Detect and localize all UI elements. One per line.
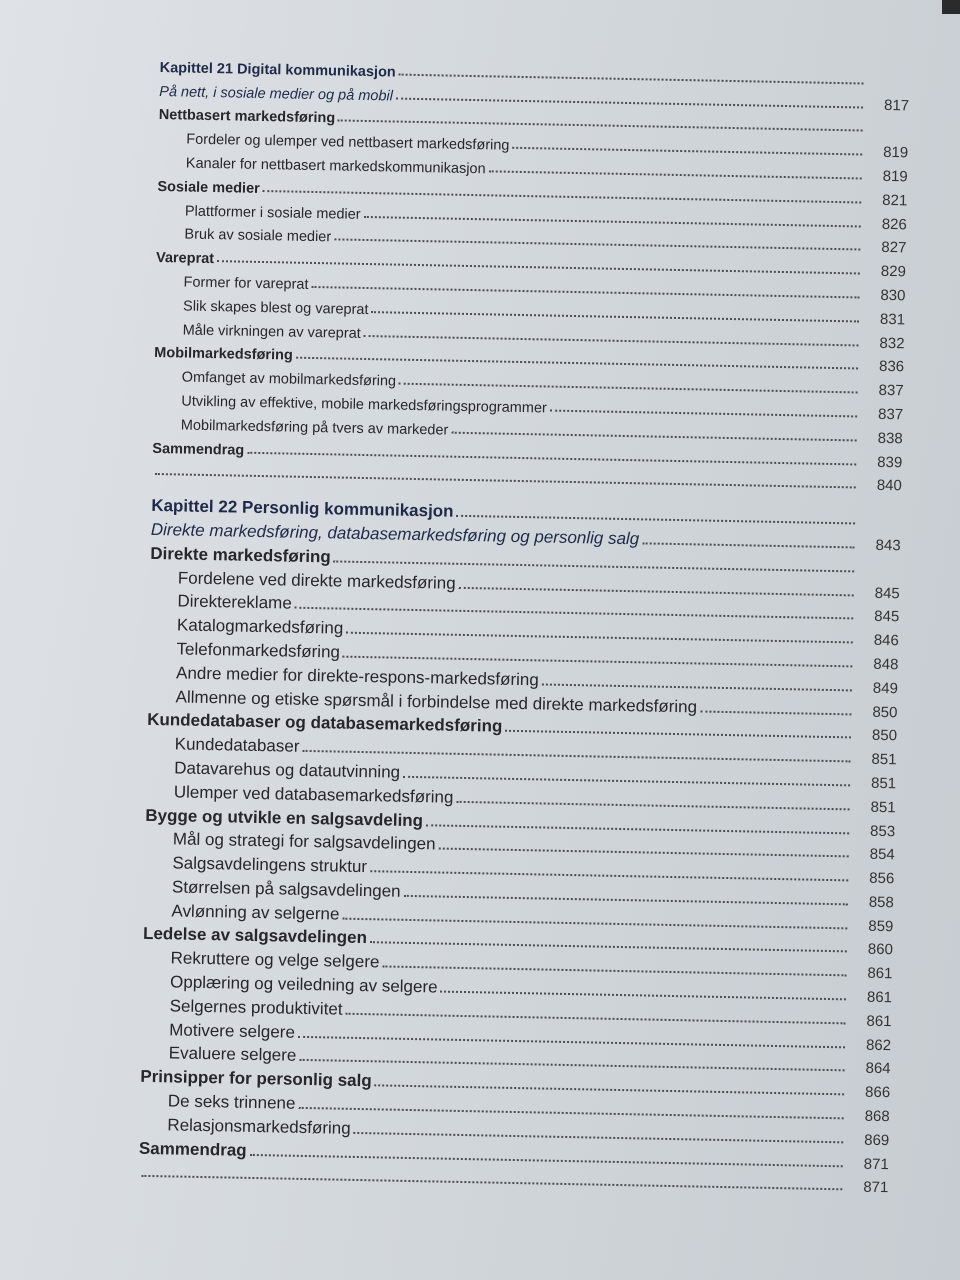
toc-section-label: Vareprat bbox=[155, 250, 215, 268]
toc-section-label: Bygge og utvikle en salgsavdeling bbox=[145, 805, 424, 830]
chapter-21-subtitle: På nett, i sosiale medier og på mobil bbox=[159, 83, 394, 105]
toc-subsection-label: Rekruttere og velge selgere bbox=[170, 948, 380, 972]
chapter-22-items bbox=[139, 540, 901, 1173]
toc-page-number: 861 bbox=[866, 1012, 892, 1031]
toc-page-number: 861 bbox=[867, 965, 893, 983]
toc-page-number: 827 bbox=[881, 239, 907, 257]
toc-section-label: Direkte markedsføring bbox=[150, 543, 331, 567]
toc-subsection-label: Salgsavdelingens struktur bbox=[172, 853, 368, 877]
toc-subsection-label: Katalogmarkedsføring bbox=[176, 615, 344, 638]
toc-page-number: 846 bbox=[873, 631, 899, 650]
toc-subsection-label: Fordelene ved direkte markedsføring bbox=[177, 567, 456, 593]
toc-subsection-label: Allmenne og etiske spørsmål i forbindelse med direkte markedsføring bbox=[175, 686, 698, 716]
toc-page-number: 866 bbox=[864, 1083, 891, 1102]
toc-subsection-label: Former for vareprat bbox=[183, 274, 309, 293]
toc-page-number: 830 bbox=[880, 286, 906, 305]
toc-page-number: 861 bbox=[866, 988, 893, 1007]
toc-subsection-label: Bruk av sosiale medier bbox=[184, 226, 332, 246]
toc-section-label: Kundedatabaser og databasemarkedsføring bbox=[146, 710, 503, 737]
toc-subsection-label: Fordeler og ulemper ved nettbasert markedsføring bbox=[186, 131, 510, 154]
toc-subsection-label: Utvikling av effektive, mobile markedsføringsprogrammer bbox=[181, 393, 547, 417]
chapter-21-title: Kapittel 21 Digital kommunikasjon bbox=[159, 59, 396, 81]
toc-page-number: 829 bbox=[880, 263, 907, 281]
toc-page-number: 860 bbox=[867, 941, 894, 959]
toc-page-number: 859 bbox=[868, 917, 894, 935]
toc-subsection-label: Kundedatabaser bbox=[174, 734, 300, 756]
toc-subsection-label: Størrelsen på salgsavdelingen bbox=[171, 877, 401, 901]
toc-page-number: 853 bbox=[869, 822, 896, 840]
toc-page-number: 868 bbox=[864, 1107, 890, 1126]
toc-subsection-label: Relasjonsmarkedsføring bbox=[167, 1115, 351, 1138]
chapter-22-title: Kapittel 22 Personlig kommunikasjon bbox=[151, 496, 454, 521]
toc-subsection-label: Kanaler for nettbasert markedskommunikasjon bbox=[185, 155, 486, 178]
toc-page-number: 826 bbox=[881, 215, 907, 233]
toc-subsection-label: Evaluere selgere bbox=[168, 1043, 297, 1066]
toc-page-number: 837 bbox=[877, 405, 904, 424]
chapter-21-section bbox=[152, 52, 910, 495]
toc-page-number: 831 bbox=[879, 310, 906, 329]
toc-page-number: 871 bbox=[863, 1155, 889, 1173]
toc-page-number: 851 bbox=[870, 774, 897, 793]
chapter-22-page: 843 bbox=[875, 536, 901, 555]
toc-subsection-label: Slik skapes blest og vareprat bbox=[182, 298, 369, 318]
toc-page-number: 839 bbox=[877, 453, 903, 471]
toc-page-number: 854 bbox=[869, 846, 895, 864]
toc-page-number: 819 bbox=[883, 144, 909, 162]
toc-subsection-label: Telefonmarkedsføring bbox=[176, 639, 341, 662]
toc-page-number: 819 bbox=[882, 167, 908, 186]
toc-page-number: 858 bbox=[868, 893, 894, 912]
toc-subsection-label: Motivere selgere bbox=[169, 1020, 296, 1042]
toc-section-label: Sammendrag bbox=[152, 440, 245, 459]
background-edge bbox=[942, 0, 960, 14]
toc-section-label: Ledelse av salgsavdelingen bbox=[142, 924, 368, 948]
toc-section-label: Sosiale medier bbox=[157, 178, 260, 197]
toc-page-number: 862 bbox=[865, 1036, 892, 1054]
toc-page-number: 821 bbox=[882, 191, 908, 210]
toc-subsection-label: Mobilmarkedsføring på tvers av markeder bbox=[180, 417, 449, 439]
toc-page-number: 837 bbox=[878, 382, 904, 400]
toc-subsection-label: Avlønning av selgerne bbox=[171, 901, 340, 924]
toc-subsection-label: Ulemper ved databasemarkedsføring bbox=[173, 782, 454, 807]
toc-subsection-label: Mål og strategi for salgsavdelingen bbox=[172, 829, 436, 854]
toc-page-number: 849 bbox=[872, 679, 899, 698]
table-of-contents bbox=[138, 52, 910, 1197]
toc-section-label: Nettbasert markedsføring bbox=[158, 107, 336, 127]
chapter-21-trailing-page: 840 bbox=[876, 477, 902, 495]
toc-section-label: Sammendrag bbox=[138, 1138, 247, 1160]
toc-page-number: 845 bbox=[874, 584, 900, 602]
toc-page-number: 864 bbox=[865, 1060, 891, 1078]
toc-subsection-label: Selgernes produktivitet bbox=[169, 996, 343, 1019]
toc-subsection-label: Opplæring og veiledning av selgere bbox=[169, 972, 438, 997]
toc-subsection-label: Datavarehus og datautvinning bbox=[174, 758, 401, 782]
toc-page-number: 850 bbox=[872, 703, 898, 721]
toc-page-number: 869 bbox=[864, 1131, 890, 1150]
toc-page-number: 851 bbox=[870, 798, 896, 816]
toc-section-label: Prinsipper for personlig salg bbox=[140, 1067, 372, 1091]
toc-subsection-label: De seks trinnene bbox=[167, 1091, 296, 1113]
toc-page-number: 836 bbox=[878, 358, 905, 376]
toc-page-number: 845 bbox=[874, 608, 900, 626]
toc-page-number: 850 bbox=[871, 727, 898, 745]
toc-section-label: Mobilmarkedsføring bbox=[154, 345, 293, 364]
toc-subsection-label: Direktereklame bbox=[177, 591, 292, 613]
chapter-21-items bbox=[152, 100, 909, 471]
toc-page-number: 851 bbox=[871, 750, 897, 769]
chapter-21-page: 817 bbox=[883, 96, 910, 114]
toc-subsection-label: Måle virkningen av vareprat bbox=[182, 322, 361, 342]
toc-subsection-label: Plattformer i sosiale medier bbox=[184, 203, 361, 223]
toc-page-number: 848 bbox=[873, 655, 899, 674]
chapter-22-section bbox=[138, 492, 901, 1196]
toc-page-number: 856 bbox=[869, 869, 895, 888]
toc-subsection-label: Andre medier for direkte-respons-markedsføring bbox=[175, 663, 540, 690]
toc-page-number: 838 bbox=[877, 429, 903, 448]
toc-subsection-label: Omfanget av mobilmarkedsføring bbox=[181, 369, 397, 390]
chapter-22-subtitle: Direkte markedsføring, databasemarkedsføring og personlig salg bbox=[150, 519, 640, 549]
toc-page-number: 832 bbox=[879, 334, 905, 352]
chapter-22-trailing-page: 871 bbox=[863, 1179, 889, 1197]
